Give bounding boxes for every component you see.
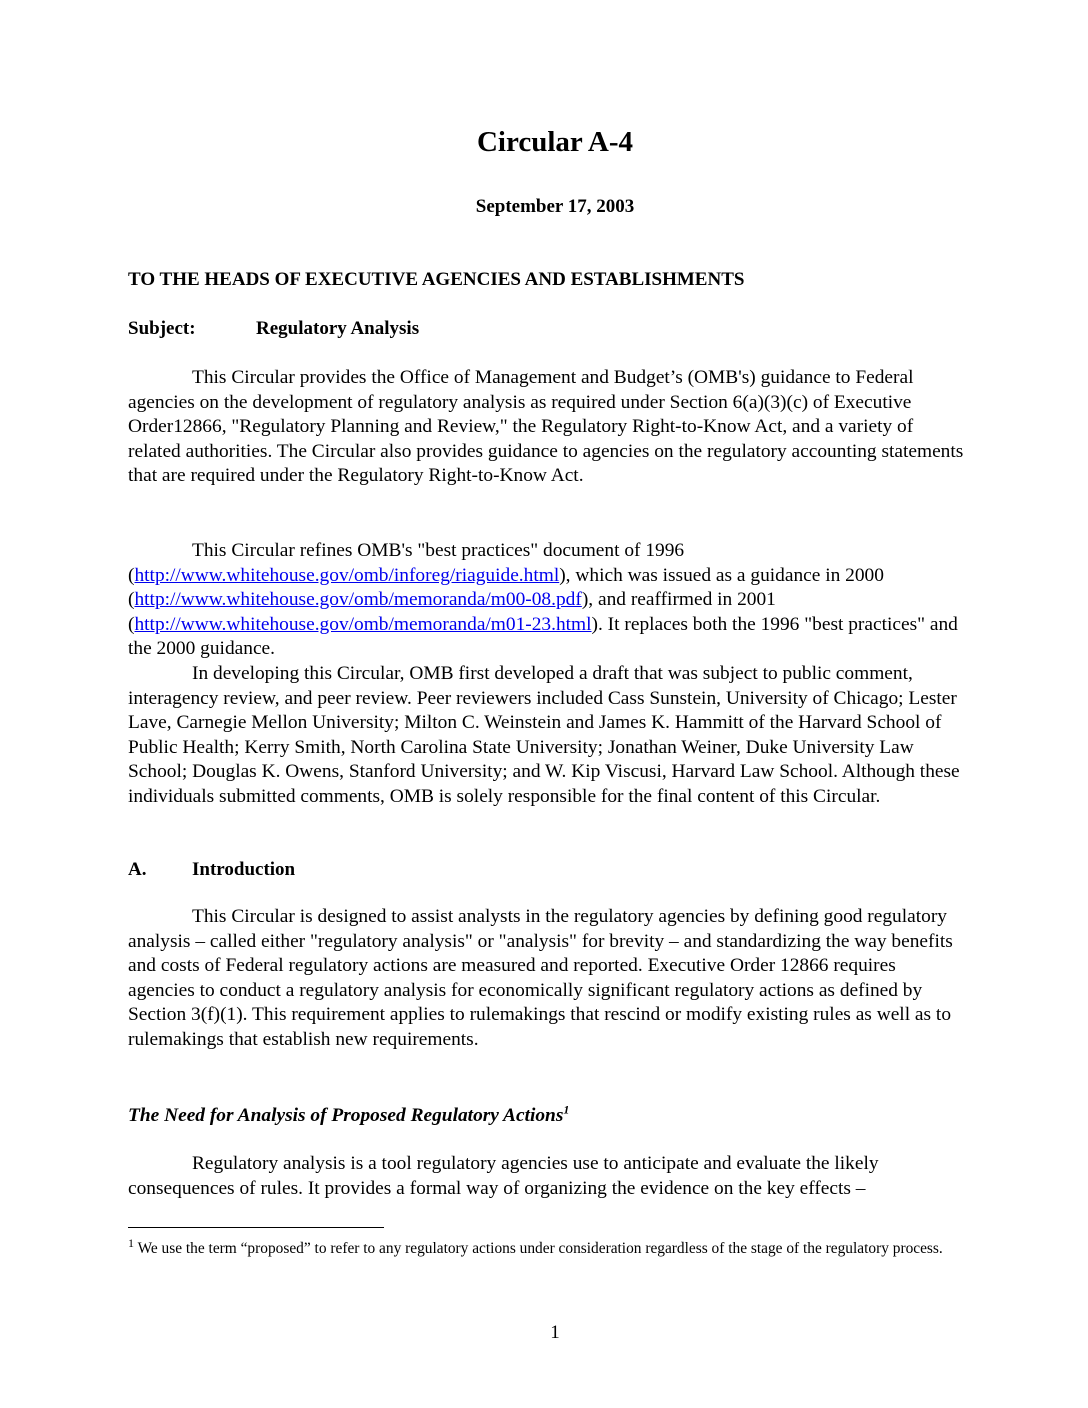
footnote-reference: 1 [563, 1102, 570, 1117]
paragraph-text: ), and reaffirmed in 2001 ( [128, 589, 776, 635]
document-title: Circular A-4 [476, 126, 633, 158]
m00-08-link[interactable]: http://www.whitehouse.gov/omb/memoranda/m00-08.pdf [134, 589, 582, 611]
subject-line [128, 315, 419, 343]
addressee-line: TO THE HEADS OF EXECUTIVE AGENCIES AND ESTABLISHMENTS [128, 269, 745, 290]
paragraph-introduction: This Circular is designed to assist analysts in the regulatory agencies by defining good regulatory analysis – called either "regulatory analysis" or "analysis" for brevity – and standardizing the way benefits and costs of Federal regulatory actions are measured and reported. Executive Order 12866 requires agencies to conduct a regulatory analysis for economically significant regulatory actions as defined by Section 3(f)(1). This requirement applies to rulemakings that rescind or modify existing rules as well as to rulemakings that establish new requirements. [128, 906, 953, 1050]
paragraph-best-practices [128, 539, 964, 662]
subsection-title: The Need for Analysis of Proposed Regulatory Actions [128, 1105, 564, 1126]
paragraph-text: ), which was issued as a guidance in 2000 ( [128, 564, 884, 611]
paragraph-text: ). It replaces both the 1996 "best practices" and the 2000 guidance. [128, 613, 958, 660]
section-letter: A. [128, 859, 147, 880]
subsection-heading [128, 1102, 569, 1130]
section-heading-introduction [128, 856, 295, 884]
paragraph-purpose: This Circular provides the Office of Management and Budget’s (OMB's) guidance to Federal agencies on the development of regulatory analysis as required under Section 6(a)(3)(c) of Executive Order12866, "Regulatory Planning and Review," the Regulatory Right-to-Know Act, and a variety of related authorities. The Circular also provides guidance to agencies on the regulatory accounting statements that are required under the Regulatory Right-to-Know Act. [128, 367, 964, 487]
footnote-number: 1 [128, 1235, 134, 1250]
subject-label: Subject: [128, 318, 196, 339]
footnote-text: We use the term “proposed” to refer to any regulatory actions under consideration regardless of the stage of the regulatory process. [134, 1240, 943, 1257]
footnote [128, 1235, 964, 1260]
subject-value: Regulatory Analysis [256, 318, 420, 339]
footnote-divider [128, 1227, 384, 1228]
paragraph-peer-review: In developing this Circular, OMB first developed a draft that was subject to public comment, interagency review, and peer review. Peer reviewers included Cass Sunstein, University of Chicago; Lester Lave, Carnegie Mellon University; Milton C. Weinstein and James K. Hammitt of the Harvard School of Public Health; Kerry Smith, North Carolina State University; Jonathan Weiner, Duke University Law School; Douglas K. Owens, Stanford University; and W. Kip Viscusi, Harvard Law School. Although these individuals submitted comments, OMB is solely responsible for the final content of this Circular. [128, 663, 960, 807]
paragraph-text: This Circular refines OMB's "best practices" document of 1996 ( [128, 540, 685, 586]
page-number: 1 [550, 1322, 560, 1343]
document-date: September 17, 2003 [475, 196, 635, 217]
m01-23-link[interactable]: http://www.whitehouse.gov/omb/memoranda/m01-23.html [134, 613, 592, 635]
riaguide-link[interactable]: http://www.whitehouse.gov/omb/inforeg/riaguide.html [134, 564, 560, 586]
paragraph-regulatory-analysis-tool: Regulatory analysis is a tool regulatory agencies use to anticipate and evaluate the likely consequences of rules. It provides a formal way of organizing the evidence on the key effects – [128, 1153, 879, 1199]
section-title: Introduction [192, 859, 296, 880]
